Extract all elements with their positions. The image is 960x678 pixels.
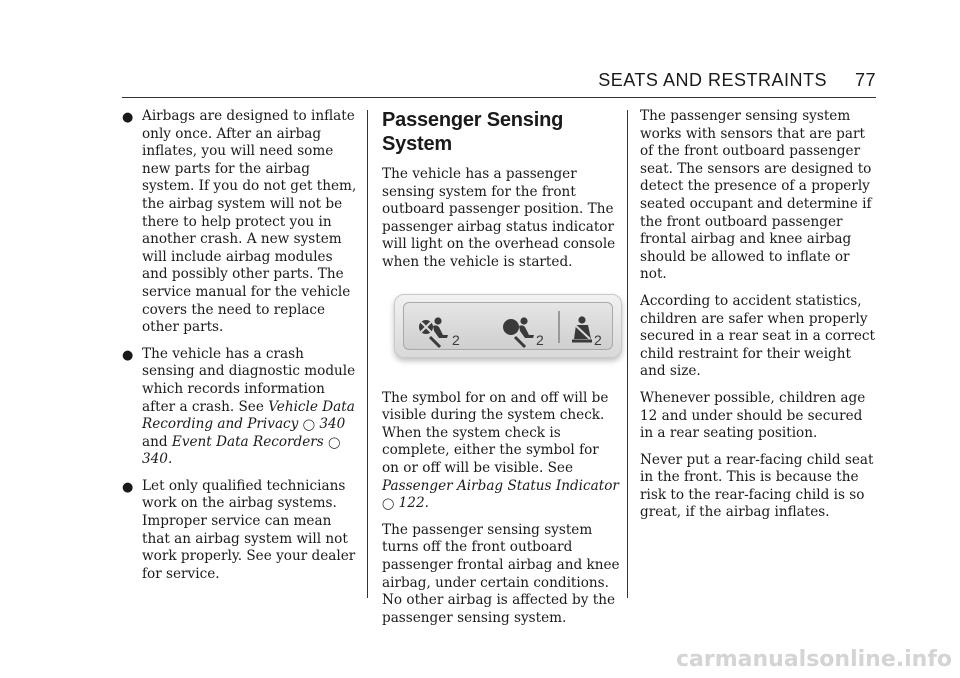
column-1 xyxy=(122,108,360,592)
column-3 xyxy=(640,108,876,531)
page-ref-icon: ◯ xyxy=(382,497,395,511)
header-rule xyxy=(122,97,876,98)
page-ref-icon: ◯ xyxy=(302,418,315,432)
column-2 xyxy=(382,108,620,636)
column-divider-2 xyxy=(627,110,628,598)
airbag-on-icon xyxy=(500,315,550,351)
bullet-icon: ● xyxy=(122,110,134,125)
cross-reference-link[interactable]: Passenger Airbag Status Indicator ◯ 122. xyxy=(382,477,619,512)
section-title: SEATS AND RESTRAINTS xyxy=(598,70,827,90)
paragraph: Never put a rear-facing child seat in the front. This is because the risk to the rear-facing child is so great, if the airbag inflates. xyxy=(640,451,874,521)
bullet-icon: ● xyxy=(122,347,134,363)
list-item: ● Let only qualified technicians work on the airbag systems. Improper service can mean that an airbag system will not work properly. See your dealer for service. xyxy=(122,477,356,582)
paragraph: The passenger sensing system turns off the front outboard passenger frontal airbag and knee airbag, under certain conditions. No other airbag is affected by the passenger sensing system. xyxy=(382,521,620,626)
intro-paragraph: The vehicle has a passenger sensing system for the front outboard passenger position. The passenger airbag status indicator will light on the overhead console when the vehicle is started. xyxy=(382,166,616,270)
page-ref-icon: ◯ xyxy=(328,435,341,449)
page-header xyxy=(0,70,876,91)
svg-text:2: 2 xyxy=(452,331,460,348)
page-number: 77 xyxy=(854,70,876,90)
bullet-icon: ● xyxy=(122,479,134,495)
paragraph: The passenger sensing system works with sensors that are part of the front outboard passenger seat. The sensors are designed to detect the presence of a properly seated occupant and determine if the front outboard passenger frontal airbag and knee airbag should be allowed to inflate or not. xyxy=(640,108,872,283)
bullet-list xyxy=(122,108,360,583)
svg-text:2: 2 xyxy=(536,331,544,348)
paragraph: Whenever possible, children age 12 and under should be secured in a rear seating position. xyxy=(640,389,866,442)
svg-text:2: 2 xyxy=(594,331,602,348)
cross-reference-link[interactable]: Event Data Recorders ◯ 340. xyxy=(142,433,341,468)
airbag-status-indicator xyxy=(382,294,620,370)
list-item: ● Airbags are designed to inflate only once. After an airbag inflates, you will need some new parts for the airbag system. If you do not get them, the airbag system will not be there to help protect you in another crash. A new system will include airbag modules and possibly other parts. The service manual for the vehicle covers the need to replace other parts. xyxy=(122,108,357,336)
system-check-paragraph: The symbol for on and off will be visible during the system check. When the system check is complete, either the symbol for on or off will be visible. See Passenger Airbag Status Indicator ◯ 122. xyxy=(382,389,619,512)
indicator-divider xyxy=(558,311,560,343)
watermark: carmanualsonline.info xyxy=(676,647,952,672)
list-item: ● The vehicle has a crash sensing and diagnostic module which records information after a crash. See Vehicle Data Recording and Privacy ◯ 340 and Event Data Recorders ◯ 340. xyxy=(122,345,356,468)
seatbelt-icon xyxy=(566,315,614,351)
cross-reference-link[interactable]: Vehicle Data Recording and Privacy ◯ 340 xyxy=(142,398,355,433)
paragraph: According to accident statistics, children are safer when properly secured in a rear seat in a correct child restraint for their weight and size. xyxy=(640,292,875,380)
section-heading: Passenger Sensing System xyxy=(382,109,564,155)
column-divider-1 xyxy=(367,110,368,598)
airbag-off-icon xyxy=(416,315,466,351)
